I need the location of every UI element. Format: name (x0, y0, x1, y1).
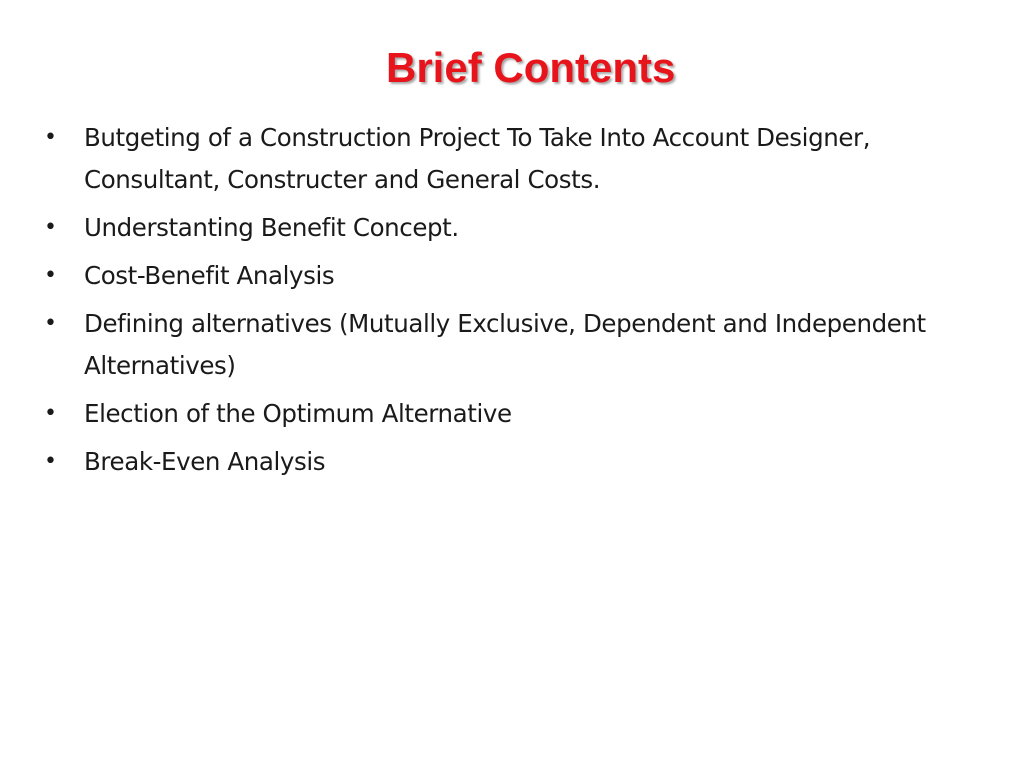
list-item (44, 117, 944, 201)
list-item-text: Butgeting of a Construction Project To Take Into Account Designer, Consultant, Constructer and General Costs. (84, 123, 871, 194)
bullet-icon: • (44, 263, 57, 288)
bullet-icon: • (44, 311, 57, 336)
list-item-text: Understanting Benefit Concept. (84, 213, 459, 242)
list-item (44, 207, 944, 249)
bullet-icon: • (44, 125, 57, 150)
list-item (44, 393, 944, 435)
bullet-icon: • (44, 401, 57, 426)
list-item-text: Break-Even Analysis (84, 447, 326, 476)
bullet-icon: • (44, 215, 57, 240)
list-item-text: Cost-Benefit Analysis (84, 261, 335, 290)
list-item (44, 255, 944, 297)
list-item-text: Election of the Optimum Alternative (84, 399, 512, 428)
list-item (44, 303, 944, 387)
bullet-icon: • (44, 449, 57, 474)
slide-title: Brief Contents (386, 44, 676, 91)
list-item (44, 441, 944, 483)
list-item-text: Defining alternatives (Mutually Exclusive, Dependent and Independent Alternatives) (84, 309, 926, 380)
bullet-list (44, 117, 944, 489)
